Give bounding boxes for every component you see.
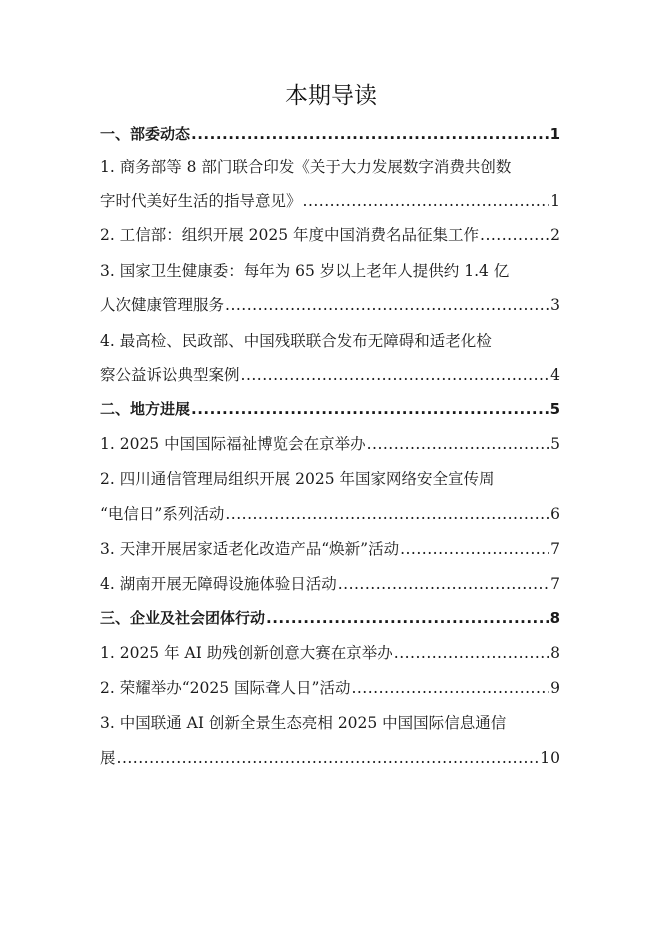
page-number: 6: [550, 505, 560, 523]
toc-entry-4-line1[interactable]: [100, 329, 560, 353]
page-number: 8: [549, 609, 560, 627]
leader-dots: [117, 746, 540, 770]
section-number: 二、: [100, 400, 131, 418]
leader-dots: [241, 363, 550, 387]
toc-entry-3-line1[interactable]: [100, 259, 560, 283]
section-number: 三、: [100, 609, 131, 627]
leader-dots: [191, 397, 549, 421]
entry-text: 3. 天津开展居家适老化改造产品“焕新”活动: [100, 540, 400, 558]
page-number: 3: [550, 296, 560, 314]
toc-entry-10[interactable]: [100, 676, 560, 700]
toc-entry-9[interactable]: [100, 641, 560, 665]
entry-text: 2. 荣耀举办“2025 国际聋人日”活动: [100, 679, 351, 697]
leader-dots: [191, 122, 549, 146]
toc-entry-6-line1[interactable]: [100, 467, 560, 491]
entry-text: 4. 最高检、民政部、中国残联联合发布无障碍和适老化检: [100, 332, 492, 350]
toc-entry-7[interactable]: [100, 537, 560, 561]
leader-dots: [400, 537, 549, 561]
page-number: 2: [550, 226, 560, 244]
entry-text: 1. 2025 中国国际福祉博览会在京举办: [100, 435, 366, 453]
section-label: 企业及社会团体行动: [130, 609, 266, 627]
entry-text: 1. 商务部等 8 部门联合印发《关于大力发展数字消费共创数: [100, 158, 512, 176]
entry-text: “电信日”系列活动: [100, 505, 225, 523]
entry-text: 展: [100, 749, 116, 767]
entry-text: 2. 四川通信管理局组织开展 2025 年国家网络安全宣传周: [100, 470, 495, 488]
page-number: 10: [540, 749, 560, 767]
entry-text: 4. 湖南开展无障碍设施体验日活动: [100, 575, 337, 593]
entry-text: 2. 工信部：组织开展 2025 年度中国消费名品征集工作: [100, 226, 480, 244]
toc-entry-6-line2[interactable]: [100, 502, 560, 526]
toc-section-2[interactable]: [100, 397, 560, 421]
page-number: 5: [550, 435, 560, 453]
leader-dots: [351, 676, 549, 700]
leader-dots: [266, 606, 549, 630]
section-label: 部委动态: [130, 125, 191, 143]
page-number: 5: [549, 400, 560, 418]
section-number: 一、: [100, 125, 131, 143]
toc-entry-11-line2[interactable]: [100, 746, 560, 770]
section-label: 地方进展: [130, 400, 191, 418]
page-number: 1: [550, 192, 560, 210]
page-number: 9: [550, 679, 560, 697]
entry-text: 3. 国家卫生健康委：每年为 65 岁以上老年人提供约 1.4 亿: [100, 262, 510, 280]
entry-text: 人次健康管理服务: [100, 296, 225, 314]
entry-text: 察公益诉讼典型案例: [100, 366, 240, 384]
leader-dots: [338, 572, 549, 596]
page-number: 7: [550, 540, 560, 558]
page-number: 7: [550, 575, 560, 593]
toc-section-1[interactable]: [100, 122, 560, 146]
leader-dots: [394, 641, 549, 665]
page-number: 8: [550, 644, 560, 662]
leader-dots: [225, 293, 549, 317]
toc-entry-2[interactable]: [100, 223, 560, 247]
leader-dots: [225, 502, 549, 526]
toc-entry-11-line1[interactable]: [100, 711, 560, 735]
toc-entry-5[interactable]: [100, 432, 560, 456]
toc-section-3[interactable]: [100, 606, 560, 630]
toc-entry-3-line2[interactable]: [100, 293, 560, 317]
toc-entry-1-line1[interactable]: [100, 155, 560, 179]
toc-entry-8[interactable]: [100, 572, 560, 596]
page-number: 1: [549, 125, 560, 143]
entry-text: 3. 中国联通 AI 创新全景生态亮相 2025 中国国际信息通信: [100, 714, 507, 732]
page-number: 4: [550, 366, 560, 384]
leader-dots: [303, 189, 550, 213]
entry-text: 字时代美好生活的指导意见》: [100, 192, 302, 210]
toc-entry-1-line2[interactable]: [100, 189, 560, 213]
entry-text: 1. 2025 年 AI 助残创新创意大赛在京举办: [100, 644, 393, 662]
leader-dots: [367, 432, 550, 456]
toc-entry-4-line2[interactable]: [100, 363, 560, 387]
leader-dots: [480, 223, 549, 247]
page-title: 本期导读: [285, 83, 377, 109]
